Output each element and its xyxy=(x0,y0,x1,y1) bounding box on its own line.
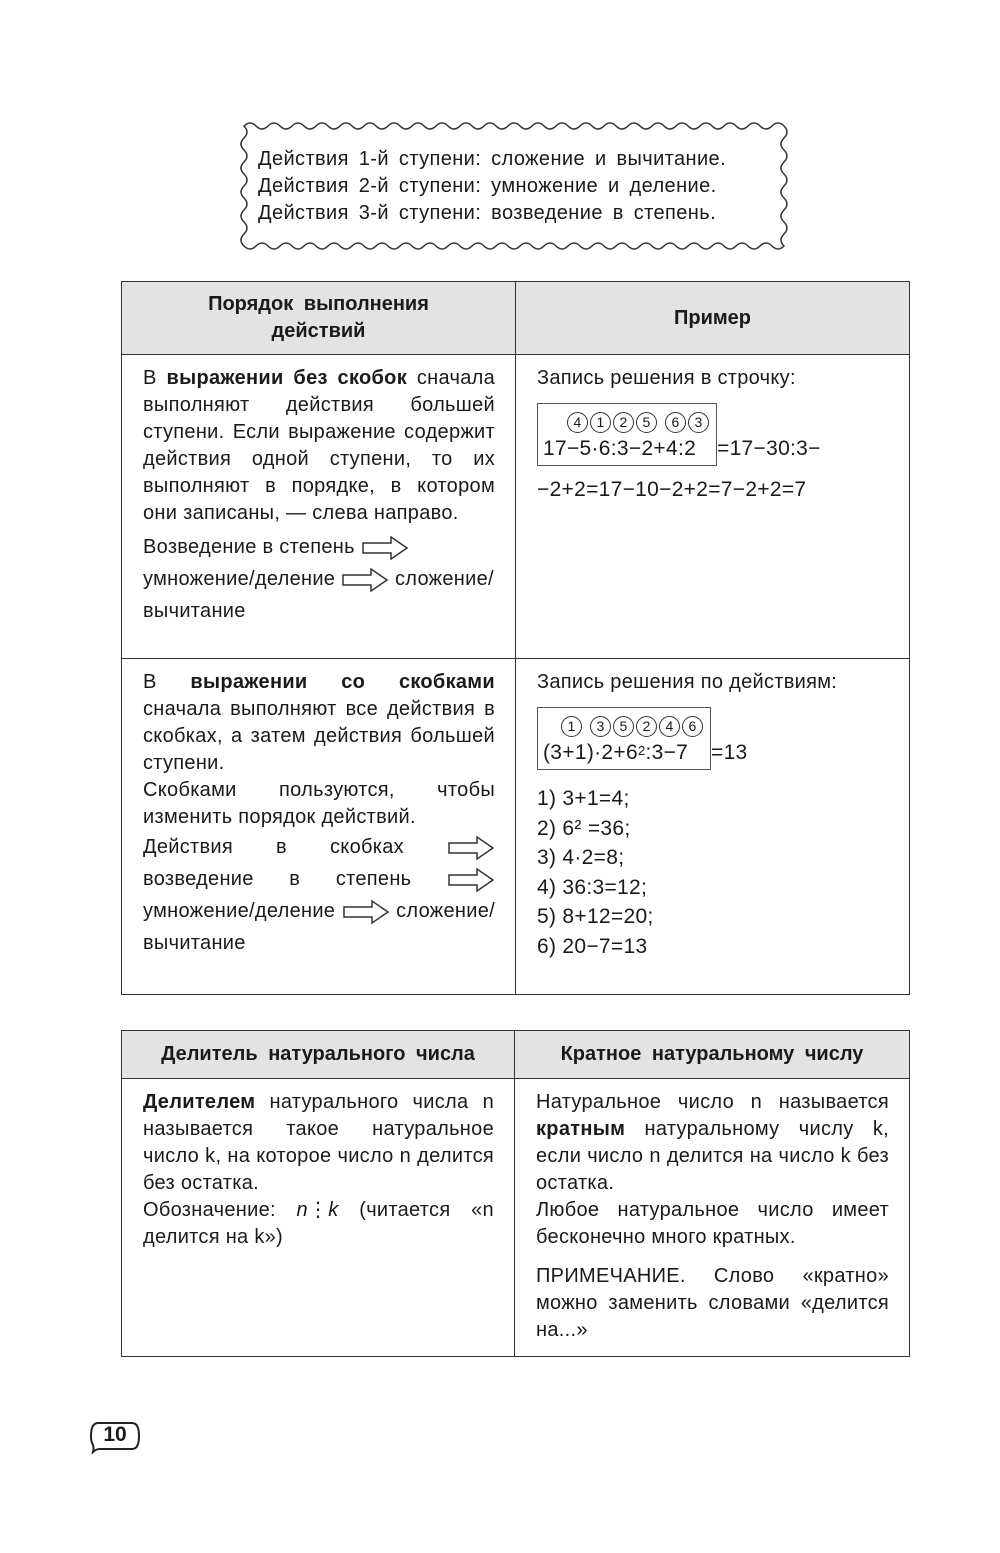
intro-box-text xyxy=(258,146,778,227)
arrow-right-icon xyxy=(447,835,495,861)
notation-symbol: n⋮k xyxy=(296,1199,339,1221)
step-circle: 3 xyxy=(590,716,611,737)
divisor-text: натурального числа n называется такое натуральное число k, на которое число n делится без остатка. xyxy=(143,1091,494,1194)
rule-text: Скобками пользуются, чтобы изменить порядок действий. xyxy=(143,779,495,828)
step-circle: 2 xyxy=(613,412,634,433)
rule-text: сначала выполняют действия большей ступени. Если выражение содержит действия одной ступени, то их выполняют в порядке, в котором они записаны, — слева направо. xyxy=(143,367,496,524)
arrow-right-icon xyxy=(342,899,390,925)
rule-text: сначала выполняют все действия в скобках, а затем действия большей ступени. xyxy=(143,698,495,774)
header-divisor: Делитель натурального числа xyxy=(122,1031,515,1079)
rule-bold-lead: выражении со скобками xyxy=(190,671,496,693)
step-circle: 5 xyxy=(636,412,657,433)
multiple-note: ПРИМЕЧАНИЕ. Слово «кратно» можно заменить словами «делится на...» xyxy=(536,1265,889,1341)
step-line: 3) 4·2=8; xyxy=(537,846,625,869)
header-order: Порядок выполнения действий xyxy=(122,282,516,355)
step-line: 2) 6² =36; xyxy=(537,816,631,840)
result-line: =17−30:3− xyxy=(717,437,821,460)
step-line: 1) 3+1=4; xyxy=(537,787,630,810)
rule-no-brackets: В выражении без скобок сначала выполняют действия большей ступени. Если выражение содержит действия одной ступени, то их выполняют в порядке, в котором они записаны, — слева направо. Возведение в степень умножение/деление сложение/вычитание xyxy=(122,355,516,659)
example-title: Запись решения в строчку: xyxy=(537,367,796,389)
step-circle: 6 xyxy=(665,412,686,433)
multiple-bold: кратным xyxy=(536,1118,626,1140)
multiple-definition: Натуральное число n называется кратным натуральному числу k, если число n делится на число k без остатка. Любое натуральное число имеет бесконечно много кратных. ПРИМЕЧАНИЕ. Слово «кратно» можно заменить словами «делится на...» xyxy=(515,1079,910,1357)
expression: 17−5·6:3−2+4:2 xyxy=(543,437,697,460)
multiple-text: Любое натуральное число имеет бесконечно много кратных. xyxy=(536,1199,889,1248)
divisor-bold: Делителем xyxy=(143,1091,256,1113)
expression-box xyxy=(537,403,717,466)
intro-line: Действия 1-й ступени: сложение и вычитание. xyxy=(258,148,727,170)
intro-line: Действия 2-й ступени: умножение и деление. xyxy=(258,175,717,197)
rule-chain: Действия в скобках возведение в степень умножение/деление сложение/вычитание xyxy=(143,836,496,954)
example-inline xyxy=(516,355,910,659)
step-circle: 4 xyxy=(567,412,588,433)
arrow-right-icon xyxy=(361,535,409,561)
step-circle: 1 xyxy=(561,716,582,737)
step-line: 5) 8+12=20; xyxy=(537,905,654,928)
steps-list xyxy=(537,784,889,961)
header-multiple: Кратное натуральному числу xyxy=(515,1031,910,1079)
example-by-steps xyxy=(516,659,910,995)
header-example: Пример xyxy=(516,282,910,355)
step-circle: 2 xyxy=(636,716,657,737)
intro-line: Действия 3-й ступени: возведение в степень. xyxy=(258,202,717,224)
divisor-multiple-table xyxy=(121,1030,910,1357)
step-line: 6) 20−7=13 xyxy=(537,934,648,958)
expression: $(3+1)\cdot 2+6^2:3-7$ xyxy=(543,741,689,764)
arrow-right-icon xyxy=(341,567,389,593)
step-circle: 5 xyxy=(613,716,634,737)
step-line: 4) 36:3=12; xyxy=(537,875,648,899)
rule-with-brackets: В выражении со скобками сначала выполняют все действия в скобках, а затем действия большей ступени. Скобками пользуются, чтобы изменить порядок действий. Действия в скобках возведение в степень умножение/деление сложение/вычитание xyxy=(122,659,516,995)
step-circle: 6 xyxy=(682,716,703,737)
expression-box xyxy=(537,707,711,770)
step-circle: 4 xyxy=(659,716,680,737)
order-of-operations-table xyxy=(121,281,910,995)
step-circle: 1 xyxy=(590,412,611,433)
rule-chain: Возведение в степень умножение/деление сложение/вычитание xyxy=(143,536,494,622)
page-number: 10 xyxy=(103,1423,127,1446)
divisor-notation: Обозначение: n⋮k (читается «n делится на k») xyxy=(143,1199,494,1248)
expression-result: =13 xyxy=(711,741,748,764)
example-title: Запись решения по действиям: xyxy=(537,671,838,693)
arrow-right-icon xyxy=(447,867,495,893)
result-line: −2+2=17−10−2+2=7−2+2=7 xyxy=(537,478,807,501)
step-circle: 3 xyxy=(688,412,709,433)
divisor-definition xyxy=(122,1079,515,1357)
rule-bold-lead: выражении без скобок xyxy=(166,367,408,389)
